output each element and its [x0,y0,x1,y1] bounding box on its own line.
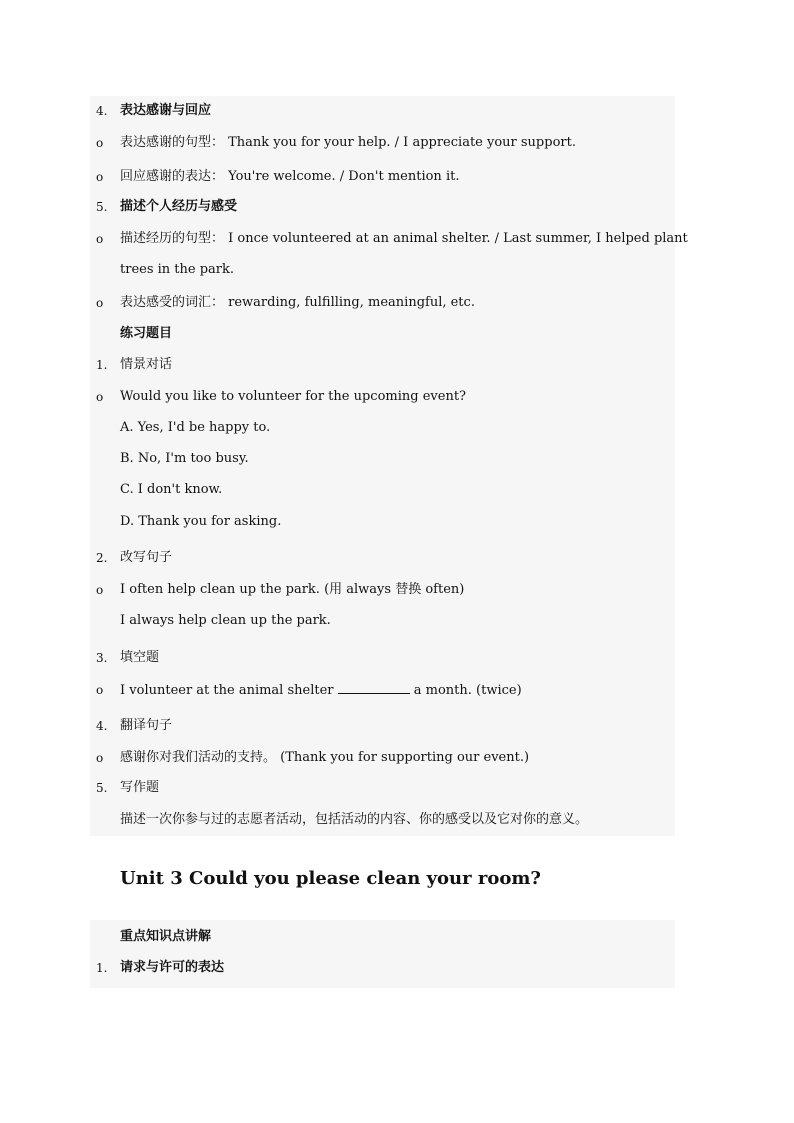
bullet: o [96,751,104,765]
bullet: o [96,136,104,150]
bullet: o [96,683,104,697]
question-text [120,681,522,700]
question-text: I often help clean up the park. (用 always 替换 often) [120,582,465,597]
question-title: 翻译句子 [120,718,173,733]
section-number: 4. [96,104,108,118]
question-number: 1. [96,358,108,372]
option-text: A. Yes, I'd be happy to. [120,420,271,435]
key-point-title: 请求与许可的表达 [120,960,225,975]
section-title: 表达感谢与回应 [120,103,212,118]
option-text: C. I don't know. [120,482,223,497]
question-text: 描述一次你参与过的志愿者活动，包括活动的内容、你的感受以及它对你的意义。 [120,812,589,827]
text-after-blank: a month. (twice) [409,683,522,698]
bullet: o [96,390,104,404]
item-text: 回应感谢的表达： You're welcome. / Don't mention it. [120,169,460,184]
bullet: o [96,232,104,246]
question-text: 感谢你对我们活动的支持。 (Thank you for supporting our event.) [120,750,530,765]
item-text: 表达感受的词汇： rewarding, fulfilling, meaningful, etc. [120,295,475,310]
question-title: 情景对话 [120,357,173,372]
item-text-continued: trees in the park. [120,262,235,277]
practice-title: 练习题目 [120,326,173,341]
key-point-number: 1. [96,961,108,975]
item-text: 描述经历的句型： I once volunteered at an animal shelter. / Last summer, I helped plant [120,231,688,246]
section-title: 描述个人经历与感受 [120,199,238,214]
question-number: 3. [96,651,108,665]
question-title: 写作题 [120,780,160,795]
question-title: 改写句子 [120,550,173,565]
question-number: 5. [96,781,108,795]
question-number: 2. [96,551,108,565]
answer-text: I always help clean up the park. [120,613,331,628]
text-before-blank: I volunteer at the animal shelter [120,683,338,698]
section-number: 5. [96,200,108,214]
question-title: 填空题 [120,650,160,665]
option-text: B. No, I'm too busy. [120,451,249,466]
fill-in-blank[interactable] [338,681,410,694]
item-text: 表达感谢的句型： Thank you for your help. / I appreciate your support. [120,135,576,150]
unit-title: Unit 3 Could you please clean your room? [120,868,541,889]
option-text: D. Thank you for asking. [120,514,282,529]
bullet: o [96,170,104,184]
question-text: Would you like to volunteer for the upcoming event? [120,389,467,404]
bullet: o [96,296,104,310]
question-number: 4. [96,719,108,733]
key-points-title: 重点知识点讲解 [120,929,212,944]
bullet: o [96,583,104,597]
